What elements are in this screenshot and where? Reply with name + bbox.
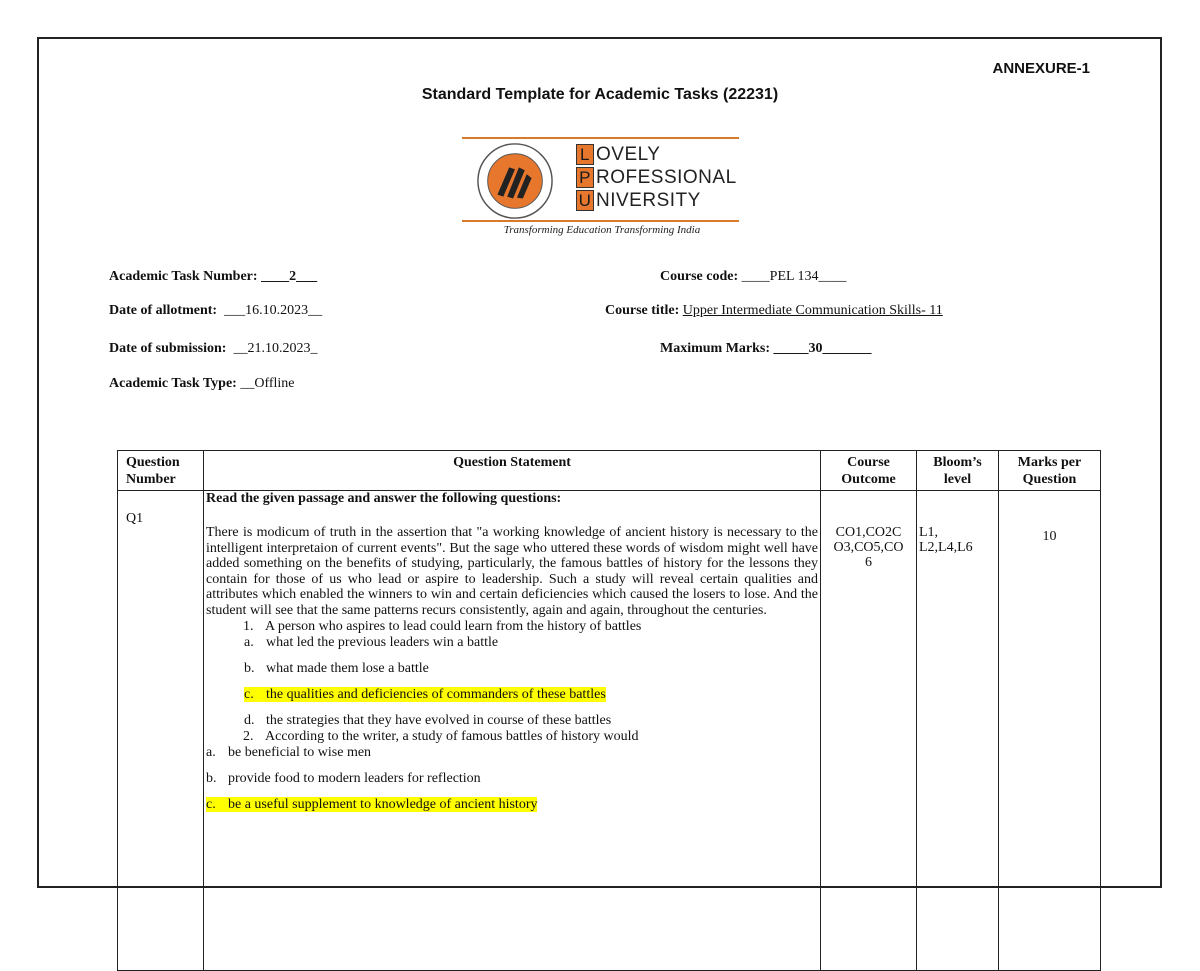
question-statement (204, 491, 821, 971)
question-table (117, 450, 1101, 971)
option-1c: c. the qualities and deficiencies of commanders of these battles (244, 686, 606, 702)
allotment-date: Date of allotment: ___16.10.2023__ (109, 303, 323, 318)
logo-top-rule (462, 137, 739, 139)
task-number: Academic Task Number: ____2___ (109, 269, 318, 284)
table-header-row (118, 451, 1101, 491)
logo-tagline: Transforming Education Transforming India (503, 224, 701, 236)
document-title: Standard Template for Academic Tasks (22231) (421, 86, 779, 103)
course-code: Course code: ____PEL 134____ (660, 269, 847, 284)
university-logo (462, 137, 742, 247)
course-title: Course title: Upper Intermediate Communication Skills- 11 (605, 303, 943, 318)
option-2b: b. provide food to modern leaders for reflection (206, 770, 481, 786)
marks-per-question: 10 (999, 491, 1101, 971)
header-blooms-level: Bloom’s level (917, 451, 999, 491)
question-number: Q1 (118, 491, 204, 971)
header-marks: Marks per Question (999, 451, 1101, 491)
header-course-outcome: Course Outcome (821, 451, 917, 491)
option-1a: a. what led the previous leaders win a battle (244, 634, 499, 650)
course-outcome: CO1,CO2C O3,CO5,CO 6 (821, 491, 917, 971)
logo-wordmark: L OVELY P ROFESSIONAL U NIVERSITY (576, 143, 737, 212)
table-row (118, 491, 1101, 971)
blooms-level: L1, L2,L4,L6 (917, 491, 999, 971)
option-1b: b. what made them lose a battle (244, 660, 429, 676)
max-marks: Maximum Marks: _____30_______ (660, 341, 872, 356)
sub-question-1: 1. A person who aspires to lead could learn from the history of battles (243, 618, 642, 634)
logo-bottom-rule (462, 220, 739, 222)
annexure-label: ANNEXURE-1 (992, 60, 1090, 77)
submission-date: Date of submission: __21.10.2023_ (109, 341, 318, 356)
header-question-number: Question Number (118, 451, 204, 491)
sub-question-2: 2. According to the writer, a study of famous battles of history would (243, 728, 639, 744)
option-1d: d. the strategies that they have evolved in course of these battles (244, 712, 612, 728)
header-question-statement: Question Statement (204, 451, 821, 491)
task-type: Academic Task Type: __Offline (109, 376, 295, 391)
reading-passage: There is modicum of truth in the assertion that "a working knowledge of ancient history is necessary to the intelligent interpretaion of current events". But the sage who uttered these words of wisdom might well have added something on the benefits of studying, particularly, the famous battles of history for the lessons they contain for those of us who lead or aspire to leadership. Such a study will reveal certain qualities and attributes which enabled the winners to win and certain deficiencies which caused the losers to lose. And the student will see that the same patterns recurs consistently, again and again, throughout the centuries. (206, 525, 818, 618)
option-2c: c. be a useful supplement to knowledge of ancient history (206, 796, 538, 812)
option-2a: a. be beneficial to wise men (206, 744, 372, 760)
university-seal-icon (476, 142, 554, 220)
question-instruction: Read the given passage and answer the following questions: (206, 491, 562, 506)
